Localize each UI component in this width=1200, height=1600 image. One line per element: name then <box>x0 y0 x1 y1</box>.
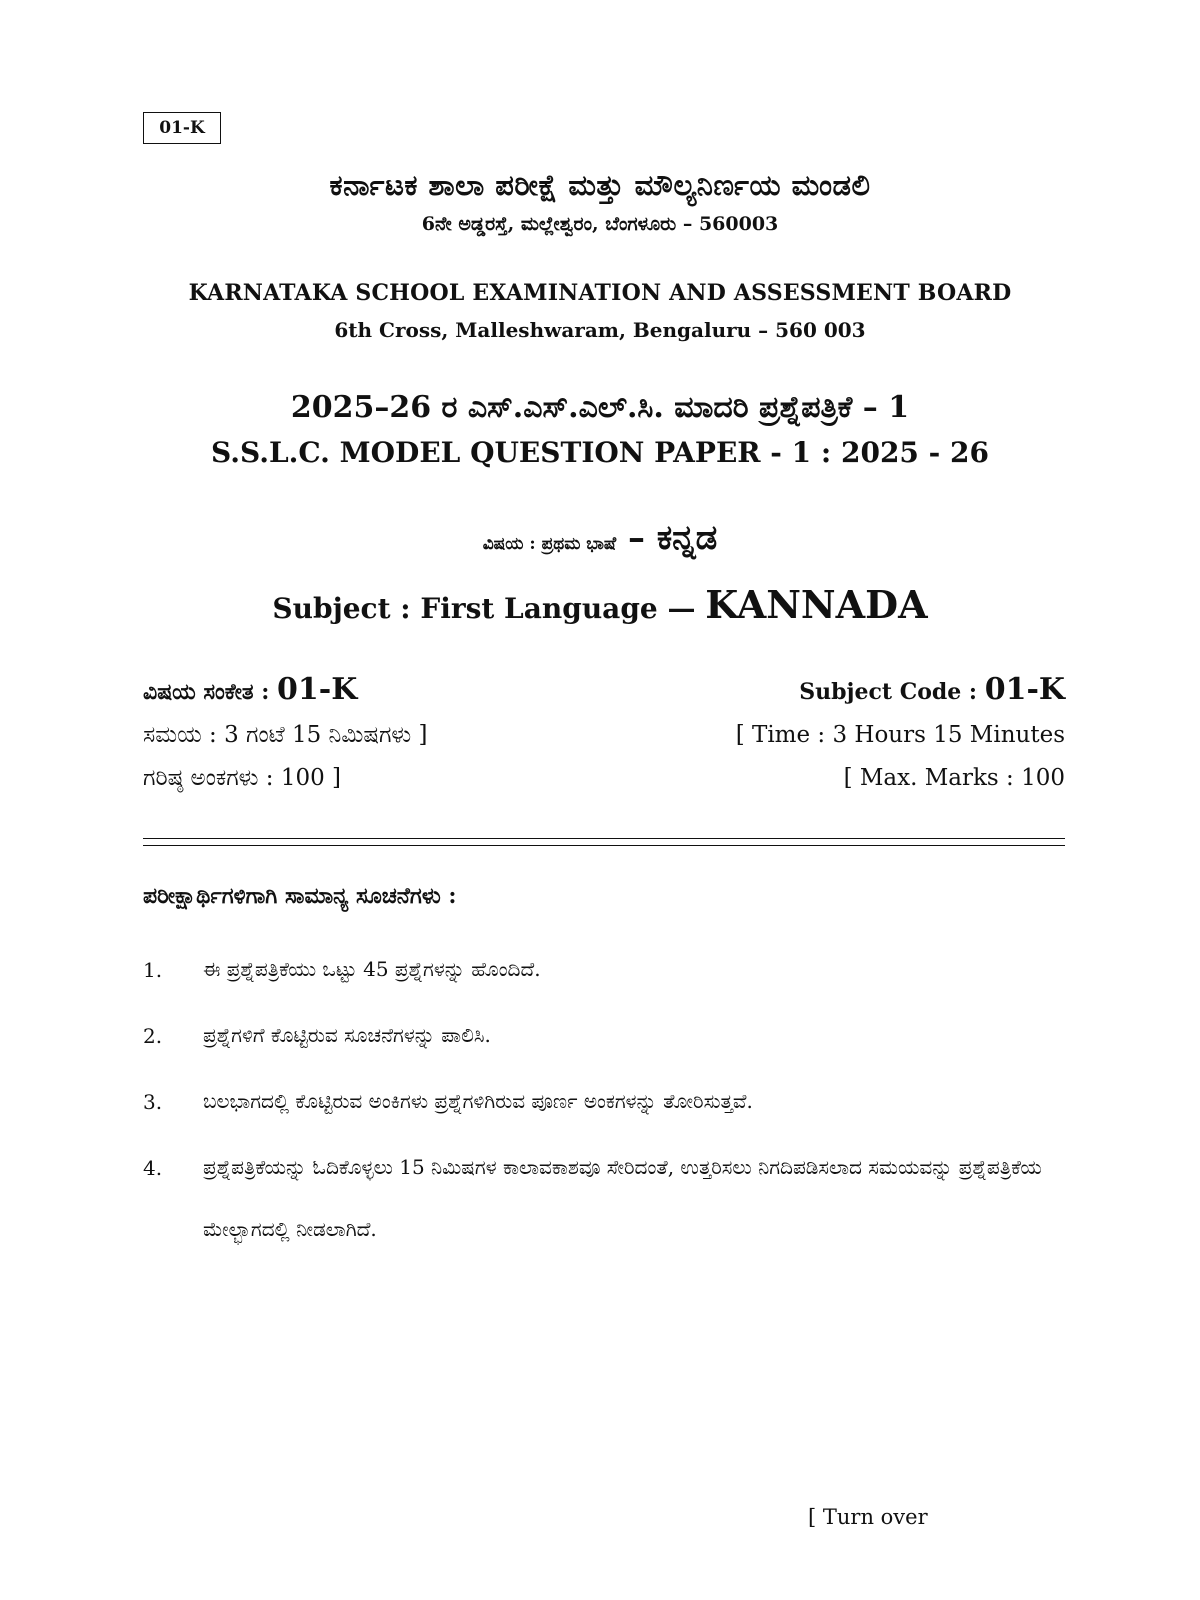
english-subject-name: KANNADA <box>705 582 928 627</box>
subject-code-box: 01-K <box>143 112 221 144</box>
kannada-board-name: ಕರ್ನಾಟಕ ಶಾಲಾ ಪರೀಕ್ಷೆ ಮತ್ತು ಮೌಲ್ಯನಿರ್ಣಯ ಮಂಡಲಿ <box>329 168 871 202</box>
english-subject-code <box>799 672 1065 707</box>
instruction-number: 4. <box>143 1156 163 1180</box>
instruction-text: ಈ ಪ್ರಶ್ನೆಪತ್ರಿಕೆಯು ಒಟ್ಟು 45 ಪ್ರಶ್ನೆಗಳನ್ನು ಹೊಂದಿದೆ. <box>203 957 541 981</box>
english-subject-prefix: Subject : First Language — <box>272 592 706 625</box>
english-subject-line <box>0 582 1200 627</box>
instruction-number: 3. <box>143 1090 163 1114</box>
divider-bottom <box>143 845 1065 846</box>
kannada-code-label: ವಿಷಯ ಸಂಕೇತ : <box>143 679 278 705</box>
kannada-code-value: 01-K <box>277 672 358 707</box>
english-board-address: 6th Cross, Malleshwaram, Bengaluru – 560 003 <box>334 318 866 342</box>
kannada-subject-prefix: ವಿಷಯ : ಪ್ರಥಮ ಭಾಷೆ <box>482 534 617 554</box>
english-code-label: Subject Code : <box>799 679 985 705</box>
kannada-subject-code <box>143 672 357 707</box>
instruction-text: ಬಲಭಾಗದಲ್ಲಿ ಕೊಟ್ಟಿರುವ ಅಂಕಿಗಳು ಪ್ರಶ್ನೆಗಳಿಗಿರುವ ಪೂರ್ಣ ಅಂಕಗಳನ್ನು ತೋರಿಸುತ್ತವೆ. <box>203 1089 753 1113</box>
kannada-subject-name: – ಕನ್ನಡ <box>616 518 718 558</box>
english-board-name: KARNATAKA SCHOOL EXAMINATION AND ASSESSMENT BOARD <box>188 280 1012 306</box>
kannada-time: ಸಮಯ : 3 ಗಂಟೆ 15 ನಿಮಿಷಗಳು ] <box>143 722 428 748</box>
instructions-heading: ಪರೀಕ್ಷಾರ್ಥಿಗಳಿಗಾಗಿ ಸಾಮಾನ್ಯ ಸೂಚನೆಗಳು : <box>143 883 457 909</box>
english-code-value: 01-K <box>984 672 1065 707</box>
turn-over-note: [ Turn over <box>808 1505 928 1529</box>
english-max-marks: [ Max. Marks : 100 <box>843 765 1065 791</box>
kannada-board-address: 6ನೇ ಅಡ್ಡರಸ್ತೆ, ಮಲ್ಲೇಶ್ವರಂ, ಬೆಂಗಳೂರು – 560003 <box>421 213 779 235</box>
instruction-text: ಪ್ರಶ್ನೆಗಳಿಗೆ ಕೊಟ್ಟಿರುವ ಸೂಚನೆಗಳನ್ನು ಪಾಲಿಸಿ. <box>203 1023 491 1047</box>
kannada-max-marks: ಗರಿಷ್ಠ ಅಂಕಗಳು : 100 ] <box>143 765 342 791</box>
divider-top <box>143 838 1065 839</box>
instruction-text: ಪ್ರಶ್ನೆಪತ್ರಿಕೆಯನ್ನು ಓದಿಕೊಳ್ಳಲು 15 ನಿಮಿಷಗಳ ಕಾಲಾವಕಾಶವೂ ಸೇರಿದಂತೆ, ಉತ್ತರಿಸಲು ನಿಗದಿಪಡಿಸಲಾದ ಸಮಯವನ್ನು ಪ್ರಶ್ನೆಪತ್ರಿಕೆಯ ಮೇಲ್ಭಾಗದಲ್ಲಿ ನೀಡಲಾಗಿದೆ. <box>203 1155 1042 1241</box>
instruction-number: 1. <box>143 958 163 982</box>
english-paper-title: S.S.L.C. MODEL QUESTION PAPER - 1 : 2025 - 26 <box>211 436 989 469</box>
english-time: [ Time : 3 Hours 15 Minutes <box>735 722 1065 748</box>
kannada-subject-line <box>0 518 1200 558</box>
instruction-number: 2. <box>143 1024 163 1048</box>
kannada-paper-title: 2025–26 ರ ಎಸ್.ಎಸ್.ಎಲ್.ಸಿ. ಮಾದರಿ ಪ್ರಶ್ನೆಪತ್ರಿಕೆ – 1 <box>290 390 910 425</box>
